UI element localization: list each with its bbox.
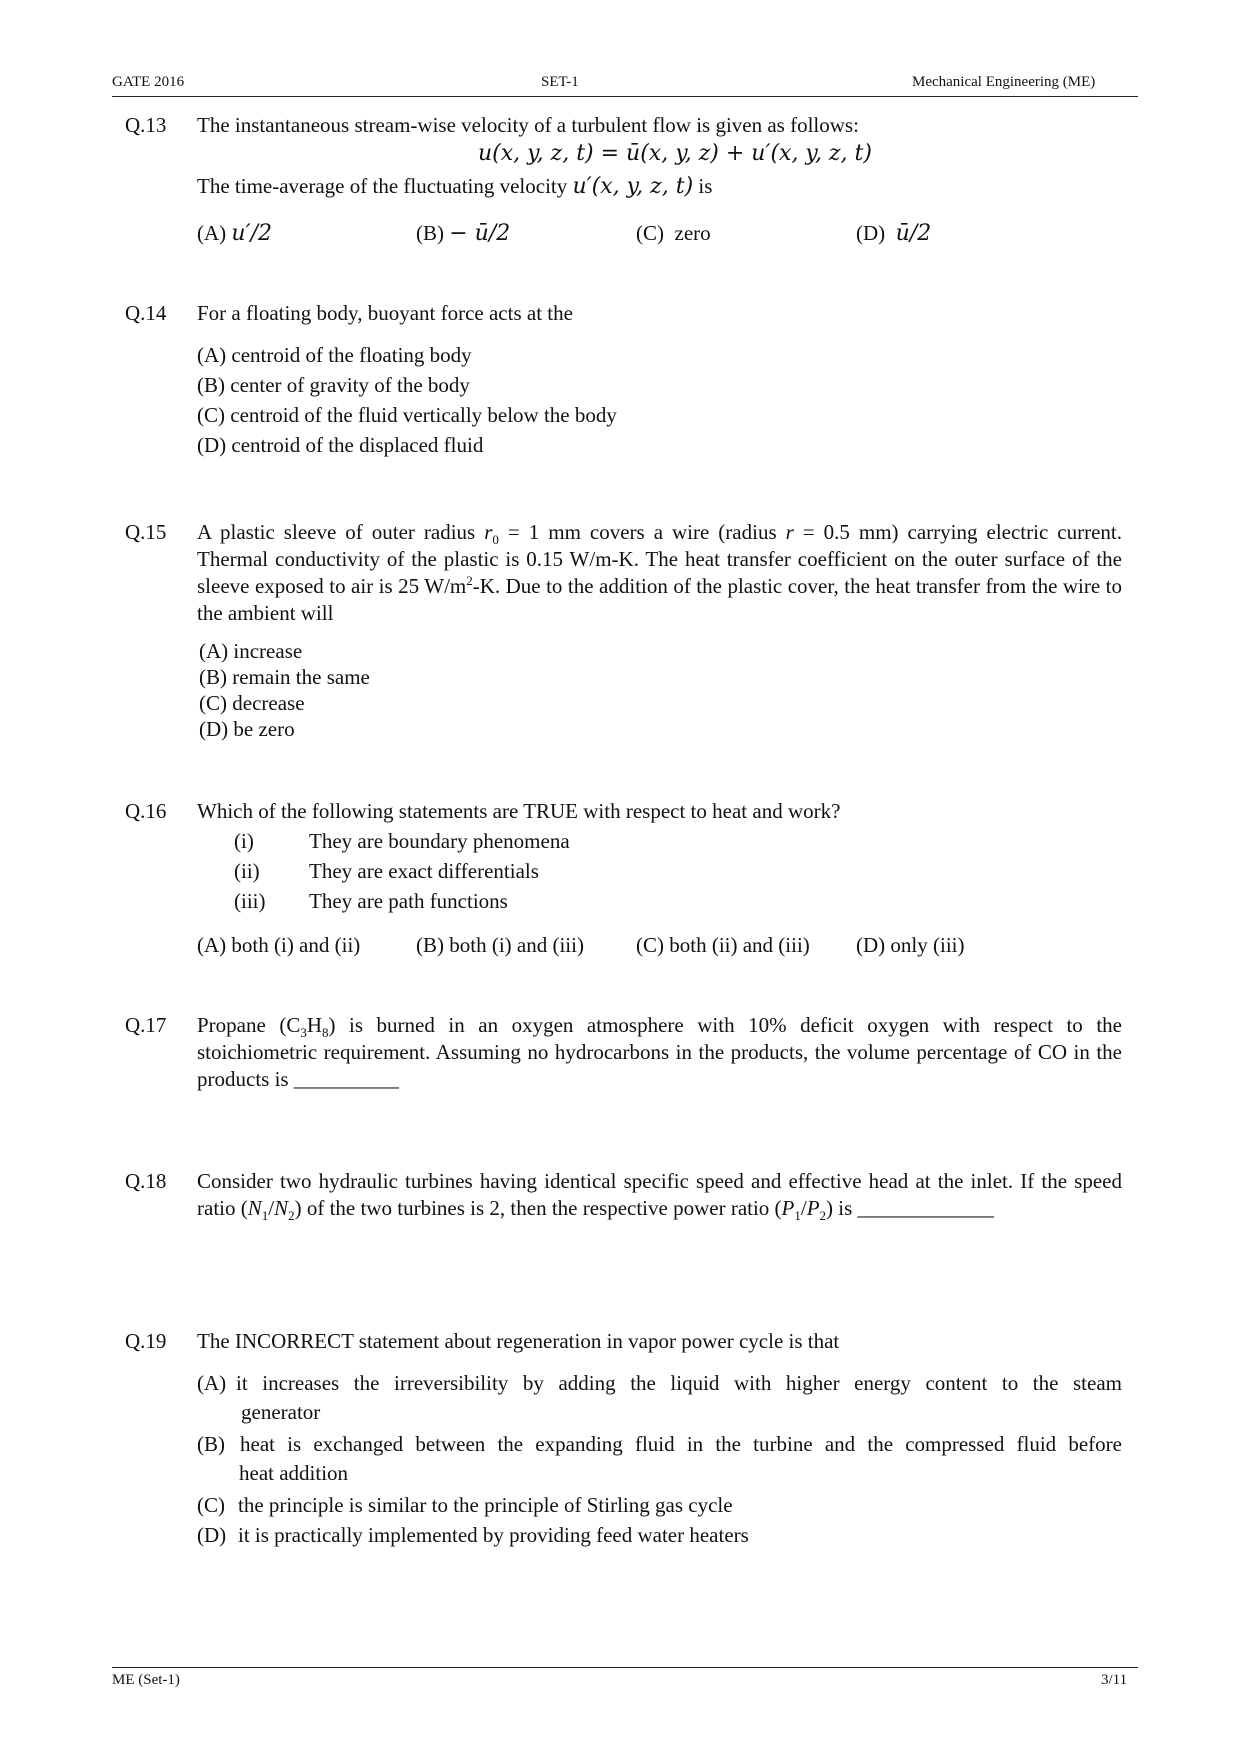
option-c-text[interactable]: the principle is similar to the principle of Stirling gas cycle [238, 1493, 733, 1517]
question-number: Q.13 [125, 113, 167, 137]
option-d-label[interactable]: (D) [197, 1523, 227, 1547]
statement-num: (i) [234, 829, 254, 853]
page-number: 3/11 [1101, 1672, 1128, 1688]
option-b[interactable]: (B) center of gravity of the body [197, 373, 470, 397]
statement-num: (ii) [234, 859, 260, 883]
option-d[interactable]: (D) only (iii) [856, 933, 965, 957]
footer-paper: ME (Set-1) [112, 1672, 180, 1688]
question-number: Q.18 [125, 1169, 167, 1193]
footer-divider [112, 1667, 1138, 1668]
option-a[interactable]: (A) increase [199, 639, 303, 663]
option-c[interactable]: (C) both (ii) and (iii) [636, 933, 810, 957]
question-text: Consider two hydraulic turbines having identical specific speed and effective head at the inlet. If the speed ratio $(N_1/N_2)$ of the two turbines is 2, then the respective power ratio $(P_1/P_2)$ is _____________ [197, 1169, 1122, 1224]
velocity-equation: u(x, y, z, t) = ū(x, y, z) + u′(x, y, z, t) [478, 141, 872, 166]
question-text: The instantaneous stream-wise velocity of a turbulent flow is given as follows: [197, 113, 859, 137]
header-paper: Mechanical Engineering (ME) [912, 74, 1096, 90]
option-b-label[interactable]: (B) [197, 1432, 225, 1456]
header-exam: GATE 2016 [112, 74, 185, 90]
question-number: Q.15 [125, 520, 167, 544]
question-text: A plastic sleeve of outer radius $r_0 = 1$ mm covers a wire (radius r = 0.5 mm) carrying electric current. Thermal conductivity of the plastic is 0.15 W/m-K. The heat transfer coefficient on the outer surface of the sleeve exposed to air is 25 $W/m^2-K$. Due to the addition of the plastic cover, the heat transfer from the wire to the ambient will [197, 520, 1122, 625]
question-text: The INCORRECT statement about regeneration in vapor power cycle is that [197, 1329, 840, 1353]
option-a[interactable]: (A) both (i) and (ii) [197, 933, 361, 957]
option-d[interactable]: (D) be zero [199, 717, 295, 741]
question-text: For a floating body, buoyant force acts at the [197, 301, 573, 325]
option-a-text-cont[interactable]: generator [241, 1400, 321, 1424]
question-number: Q.17 [125, 1013, 167, 1037]
option-b[interactable]: (B) both (i) and (iii) [416, 933, 584, 957]
question-number: Q.19 [125, 1329, 167, 1353]
option-b[interactable]: (B) − ū/2 [416, 221, 511, 246]
option-c[interactable]: (C) zero [636, 221, 711, 245]
statement-text: They are boundary phenomena [309, 829, 570, 853]
question-number: Q.14 [125, 301, 167, 325]
option-b[interactable]: (B) remain the same [199, 665, 370, 689]
question-text: Propane $(C_3H_8)$ is burned in an oxygen atmosphere with 10% deficit oxygen with respect to the stoichiometric requirement. Assuming no hydrocarbons in the products, the volume percentage of CO in the products is __________ [197, 1013, 1122, 1091]
option-a-label[interactable]: (A) [197, 1371, 227, 1395]
option-c[interactable]: (C) decrease [199, 691, 305, 715]
statement-num: (iii) [234, 889, 266, 913]
option-b-text[interactable]: heat is exchanged between the expanding fluid in the turbine and the compressed fluid before [240, 1432, 1122, 1456]
question-number: Q.16 [125, 799, 167, 823]
option-b-text-cont[interactable]: heat addition [239, 1461, 349, 1485]
option-c[interactable]: (C) centroid of the fluid vertically below the body [197, 403, 617, 427]
question-text-2: The time-average of the fluctuating velocity u′(x, y, z, t) is [197, 174, 713, 199]
option-a[interactable]: (A) centroid of the floating body [197, 343, 472, 367]
question-text: Which of the following statements are TRUE with respect to heat and work? [197, 799, 841, 823]
option-d-text[interactable]: it is practically implemented by providing feed water heaters [238, 1523, 749, 1547]
option-c-label[interactable]: (C) [197, 1493, 225, 1517]
header-set: SET-1 [541, 74, 579, 90]
header-divider [112, 96, 1138, 97]
option-a[interactable]: (A) u′/2 [197, 221, 272, 246]
option-a-text[interactable]: it increases the irreversibility by adding the liquid with higher energy content to the steam [236, 1371, 1122, 1395]
option-d[interactable]: (D) ū/2 [856, 221, 932, 246]
statement-text: They are path functions [309, 889, 508, 913]
option-d[interactable]: (D) centroid of the displaced fluid [197, 433, 484, 457]
statement-text: They are exact differentials [309, 859, 539, 883]
